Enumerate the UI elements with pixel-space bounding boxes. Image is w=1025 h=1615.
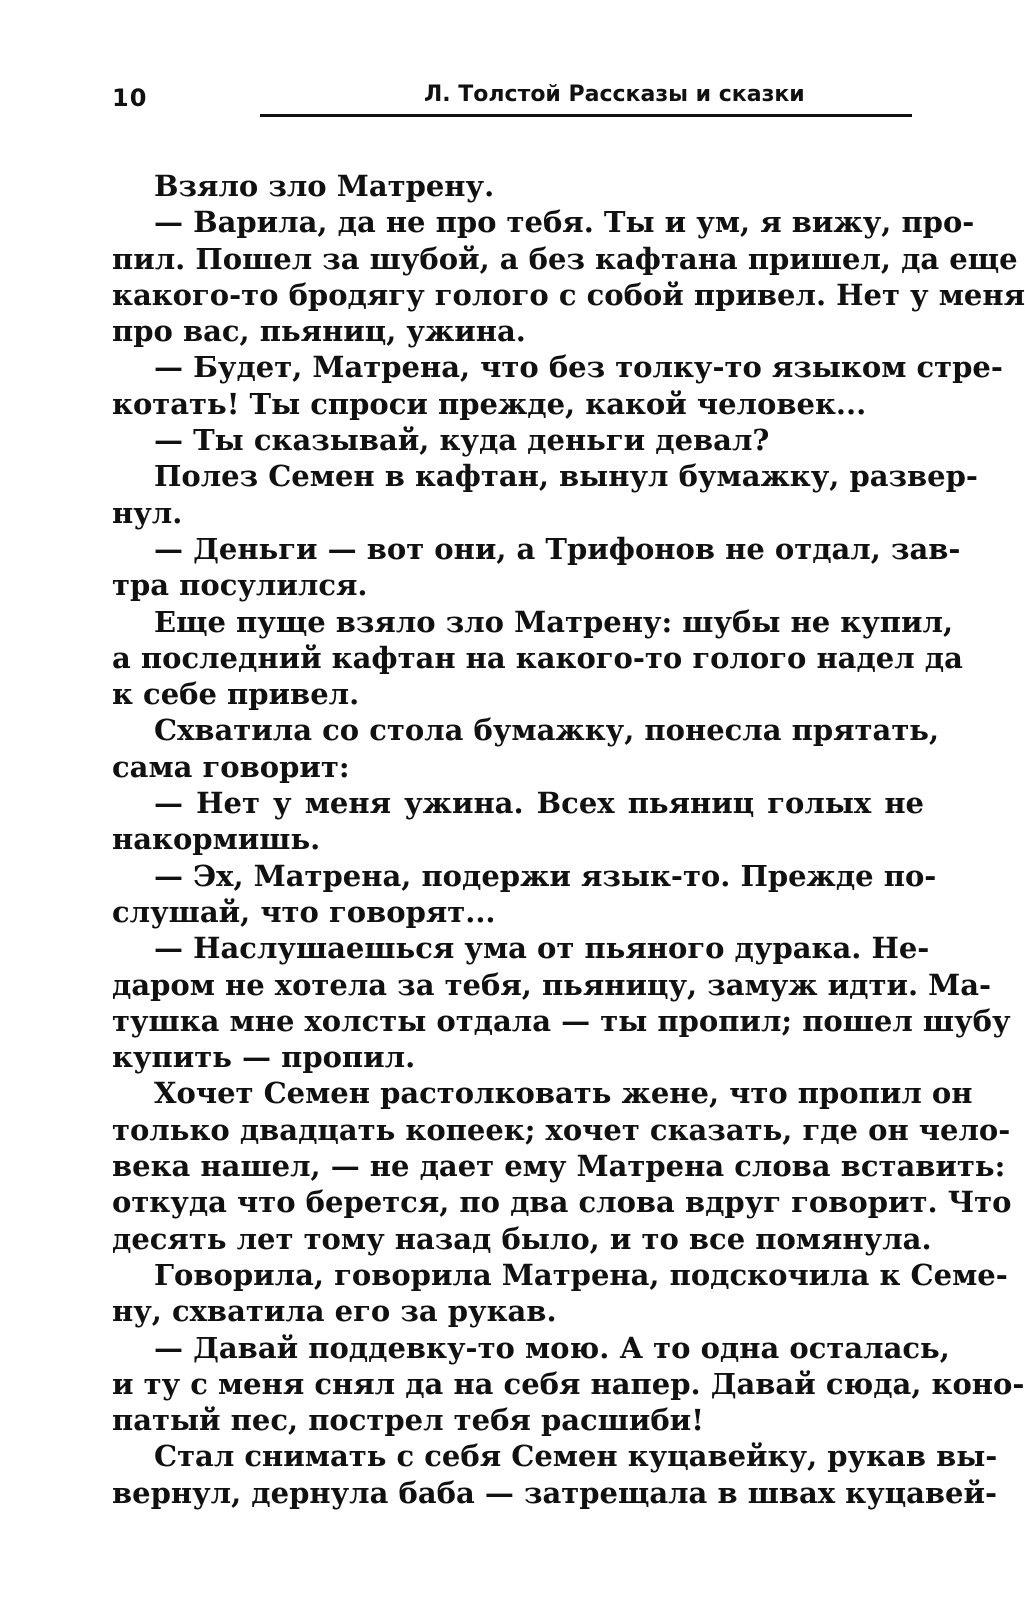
text-line: Говорила, говорила Матрена, подскочила к Семе- bbox=[154, 1257, 1008, 1292]
text-line: накормишь. bbox=[112, 822, 321, 857]
text-line: тра посулился. bbox=[112, 568, 368, 603]
text-line: — Варила, да не про тебя. Ты и ум, я вижу, про- bbox=[154, 205, 975, 240]
text-line: только двадцать копеек; хочет сказать, где он чело- bbox=[112, 1112, 1011, 1147]
text-line: — Нет у меня ужина. Всех пьяниц голых не bbox=[154, 786, 924, 821]
text-line: десять лет тому назад было, и то все помянула. bbox=[112, 1221, 932, 1256]
text-line: вернул, дернула баба — затрещала в швах куцавей- bbox=[112, 1475, 998, 1510]
text-line: даром не хотела за тебя, пьяницу, замуж идти. Ма- bbox=[112, 967, 992, 1002]
text-line: — Наслушаешься ума от пьяного дурака. Не- bbox=[154, 931, 930, 966]
text-line: тушка мне холсты отдала — ты пропил; пошел шубу bbox=[112, 1003, 1011, 1038]
text-line: купить — пропил. bbox=[112, 1040, 416, 1075]
text-line: — Давай поддевку-то мою. А то одна осталась, bbox=[154, 1330, 950, 1365]
text-line: про вас, пьяниц, ужина. bbox=[112, 314, 526, 349]
text-line: века нашел, — не дает ему Матрена слова вставить: bbox=[112, 1149, 1006, 1184]
text-line: — Эх, Матрена, подержи язык-то. Прежде по- bbox=[154, 858, 937, 893]
text-line: патый пес, пострел тебя расшиби! bbox=[112, 1403, 704, 1438]
text-line: и ту с меня снял да на себя напер. Давай сюда, коно- bbox=[112, 1366, 1025, 1401]
text-line: нул. bbox=[112, 495, 183, 530]
text-line: ну, схватила его за рукав. bbox=[112, 1294, 557, 1329]
text-line: к себе привел. bbox=[112, 677, 360, 712]
text-line: Еще пуще взяло зло Матрену: шубы не купил, bbox=[154, 604, 954, 639]
text-line: а последний кафтан на какого-то голого надел да bbox=[112, 640, 963, 675]
text-line: Взяло зло Матрену. bbox=[154, 169, 495, 203]
story-text bbox=[112, 168, 1025, 1511]
text-line: — Ты сказывай, куда деньги девал? bbox=[154, 423, 770, 458]
text-line: Хочет Семен растолковать жене, что пропил он bbox=[154, 1076, 973, 1111]
text-line: — Будет, Матрена, что без толку-то языком стре- bbox=[154, 350, 1003, 385]
book-title: Л. Толстой Рассказы и сказки bbox=[424, 82, 805, 107]
header-rule bbox=[260, 114, 912, 117]
text-line: откуда что берется, по два слова вдруг говорит. Что bbox=[112, 1185, 1012, 1220]
text-line: котать! Ты спроси прежде, какой человек... bbox=[112, 386, 867, 421]
text-line: сама говорит: bbox=[112, 749, 350, 784]
text-line: пил. Пошел за шубой, а без кафтана пришел, да еще bbox=[112, 241, 1018, 276]
text-line: Схватила со стола бумажку, понесла прятать, bbox=[154, 713, 940, 748]
text-line: Стал снимать с себя Семен куцавейку, рукав вы- bbox=[154, 1439, 998, 1474]
page-number: 10 bbox=[112, 84, 148, 112]
running-header bbox=[112, 76, 912, 122]
text-line: Полез Семен в кафтан, вынул бумажку, развер- bbox=[154, 459, 978, 494]
text-line: какого-то бродягу голого с собой привел. Нет у меня bbox=[112, 277, 1025, 312]
text-line: — Деньги — вот они, а Трифонов не отдал, зав- bbox=[154, 531, 961, 566]
text-line: слушай, что говорят... bbox=[112, 894, 496, 929]
